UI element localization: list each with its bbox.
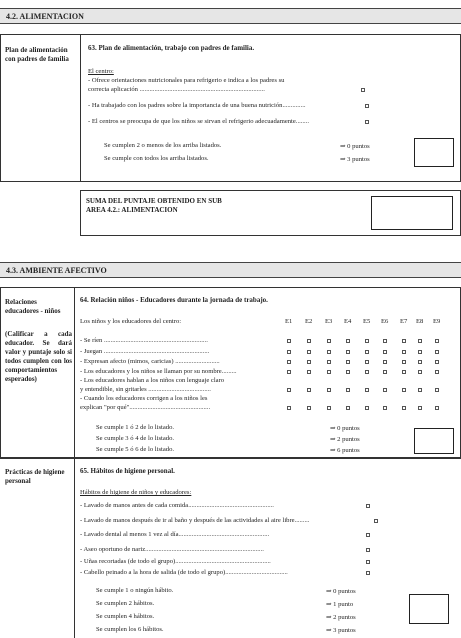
item-65: - Aseo oportuno de nariz........................................................................ [80, 546, 264, 553]
evaluator-checkbox[interactable] [287, 370, 291, 374]
score-text: Se cumple 5 ó 6 de lo listado. [96, 446, 175, 453]
evaluator-checkbox[interactable] [327, 370, 331, 374]
evaluator-checkbox[interactable] [365, 406, 369, 410]
checkbox[interactable] [366, 504, 370, 508]
evaluator-checkbox[interactable] [307, 339, 311, 343]
evaluator-checkbox[interactable] [383, 339, 387, 343]
score-text: Se cumplen 2 o menos de los arriba listados. [104, 142, 222, 149]
item-63-1b: correcta aplicación ............................................................................ [88, 86, 265, 93]
checkbox[interactable] [365, 104, 369, 108]
item-64: - Se ríen ............................................................... [80, 337, 208, 344]
evaluator-header: E7 [400, 318, 408, 325]
score-points: ⇒ 3 puntos [340, 156, 370, 163]
evaluator-checkbox[interactable] [346, 339, 350, 343]
evaluator-checkbox[interactable] [307, 370, 311, 374]
evaluator-header: E2 [305, 318, 313, 325]
evaluator-checkbox[interactable] [435, 360, 439, 364]
evaluator-checkbox[interactable] [402, 360, 406, 364]
evaluator-checkbox[interactable] [365, 350, 369, 354]
question-63: 63. Plan de alimentación, trabajo con padres de familia. [88, 44, 255, 52]
section-header-4-3: 4.3. AMBIENTE AFECTIVO [0, 262, 461, 278]
question-65: 65. Hábitos de higiene personal. [80, 467, 175, 475]
score-text: Se cumplen 4 hábitos. [96, 613, 155, 620]
score-text: Se cumplen 2 hábitos. [96, 600, 155, 607]
evaluator-checkbox[interactable] [435, 388, 439, 392]
evaluator-checkbox[interactable] [327, 388, 331, 392]
evaluator-checkbox[interactable] [327, 339, 331, 343]
evaluator-checkbox[interactable] [346, 360, 350, 364]
evaluator-checkbox[interactable] [287, 360, 291, 364]
evaluator-checkbox[interactable] [327, 360, 331, 364]
item-65: - Cabello peinado a la hora de salida (de todo el grupo)...................................... [80, 569, 288, 576]
score-points: ⇒ 0 puntos [340, 143, 370, 150]
evaluator-checkbox[interactable] [418, 370, 422, 374]
checkbox[interactable] [366, 571, 370, 575]
checkbox[interactable] [366, 533, 370, 537]
evaluator-checkbox[interactable] [346, 388, 350, 392]
evaluator-checkbox[interactable] [435, 370, 439, 374]
item-64: - Expresan afecto (mimos, caricias) ........................... [80, 358, 220, 365]
item-65: - Lavado de manos antes de cada comida.................................................... [80, 502, 274, 509]
evaluator-checkbox[interactable] [287, 350, 291, 354]
score-box-63[interactable] [414, 138, 454, 167]
item-64: explican "por qué"................................................. [80, 404, 211, 411]
checkbox[interactable] [361, 88, 365, 92]
evaluator-checkbox[interactable] [418, 406, 422, 410]
intro-64: Los niños y los educadores del centro: [80, 318, 182, 325]
evaluator-checkbox[interactable] [435, 350, 439, 354]
evaluator-checkbox[interactable] [435, 406, 439, 410]
evaluator-header: E9 [433, 318, 441, 325]
evaluator-checkbox[interactable] [346, 350, 350, 354]
sum-score-box-4-2[interactable] [371, 196, 453, 230]
score-text: Se cumplen los 6 hábitos. [96, 626, 164, 633]
evaluator-checkbox[interactable] [307, 360, 311, 364]
evaluator-header: E3 [325, 318, 333, 325]
checkbox[interactable] [366, 560, 370, 564]
item-65: - Lavado de manos después de ir al baño y después de las actividades al aire libre......... [80, 517, 310, 524]
left-label-relaciones: Relaciones educadores - niños [5, 298, 61, 315]
item-63-1a: - Ofrece orientaciones nutricionales para refrigerio e indica a los padres su [88, 77, 285, 84]
evaluator-checkbox[interactable] [287, 388, 291, 392]
evaluator-checkbox[interactable] [365, 388, 369, 392]
evaluator-checkbox[interactable] [365, 360, 369, 364]
evaluator-header: E6 [381, 318, 389, 325]
evaluator-checkbox[interactable] [383, 406, 387, 410]
evaluator-checkbox[interactable] [418, 339, 422, 343]
intro-65: Hábitos de higiene de niños y educadores: [80, 489, 192, 496]
score-points: ⇒ 0 puntos [326, 588, 356, 595]
evaluator-checkbox[interactable] [418, 388, 422, 392]
item-63-2: - Ha trabajado con los padres sobre la importancia de una buena nutrición.............. [88, 102, 306, 109]
item-64: - Los educadores y los niños se llaman por su nombre......... [80, 368, 237, 375]
left-label-higiene: Prácticas de higiene personal [5, 468, 65, 485]
checkbox[interactable] [374, 519, 378, 523]
item-64: y entendible, sin gritarles ...................................... [80, 386, 211, 393]
score-text: Se cumple 1 o ningún hábito. [96, 587, 174, 594]
evaluator-checkbox[interactable] [402, 339, 406, 343]
evaluator-checkbox[interactable] [418, 360, 422, 364]
evaluator-checkbox[interactable] [307, 350, 311, 354]
evaluator-checkbox[interactable] [402, 388, 406, 392]
evaluator-header: E5 [363, 318, 371, 325]
evaluator-checkbox[interactable] [402, 350, 406, 354]
intro-centro: El centro: [88, 68, 114, 75]
evaluator-checkbox[interactable] [346, 370, 350, 374]
score-box-64[interactable] [414, 428, 454, 454]
score-text: Se cumple 1 ó 2 de lo listado. [96, 424, 175, 431]
item-64: - Juegan ................................................................ [80, 348, 210, 355]
evaluator-checkbox[interactable] [307, 406, 311, 410]
evaluator-checkbox[interactable] [307, 388, 311, 392]
evaluator-checkbox[interactable] [327, 350, 331, 354]
evaluator-checkbox[interactable] [365, 370, 369, 374]
item-63-3: - El centros se preocupa de que los niños se sirvan el refrigerio adecuadamente........ [88, 118, 309, 125]
evaluator-checkbox[interactable] [402, 370, 406, 374]
score-points: ⇒ 6 puntos [330, 447, 360, 454]
checkbox[interactable] [366, 548, 370, 552]
score-points: ⇒ 2 puntos [326, 614, 356, 621]
score-box-65[interactable] [409, 594, 449, 624]
evaluator-checkbox[interactable] [287, 339, 291, 343]
score-text: Se cumple con todos los arriba listados. [104, 155, 209, 162]
item-64: - Cuando los educadores corrigen a los niños les [80, 395, 208, 402]
left-note-calificar: (Calificar a cada educador. Se dará valor y puntaje solo si todos cumplen con los comportamientos esperados) [5, 330, 72, 383]
checkbox[interactable] [365, 120, 369, 124]
evaluator-checkbox[interactable] [383, 350, 387, 354]
evaluator-checkbox[interactable] [435, 339, 439, 343]
evaluator-header: E4 [344, 318, 352, 325]
item-65: - Uñas recortadas (de todo el grupo).......................................................... [80, 558, 271, 565]
evaluator-checkbox[interactable] [383, 360, 387, 364]
evaluator-checkbox[interactable] [383, 370, 387, 374]
evaluator-header: E8 [416, 318, 424, 325]
evaluator-checkbox[interactable] [346, 406, 350, 410]
score-points: ⇒ 0 puntos [330, 425, 360, 432]
evaluator-checkbox[interactable] [287, 406, 291, 410]
evaluator-checkbox[interactable] [365, 339, 369, 343]
evaluator-header: E1 [285, 318, 293, 325]
item-64: - Los educadores hablan a los niños con lenguaje claro [80, 377, 225, 384]
section-header-4-2: 4.2. ALIMENTACION [0, 8, 461, 24]
evaluator-checkbox[interactable] [418, 350, 422, 354]
evaluator-checkbox[interactable] [402, 406, 406, 410]
score-points: ⇒ 1 punto [326, 601, 354, 608]
item-65: - Lavado dental al menos 1 vez al día....................................................... [80, 531, 270, 538]
evaluator-checkbox[interactable] [327, 406, 331, 410]
score-points: ⇒ 2 puntos [330, 436, 360, 443]
score-text: Se cumple 3 ó 4 de lo listado. [96, 435, 175, 442]
left-label-plan: Plan de alimentación con padres de familia [5, 46, 69, 63]
score-points: ⇒ 3 puntos [326, 627, 356, 634]
sum-label-4-2: SUMA DEL PUNTAJE OBTENIDO EN SUB AREA 4.2.: ALIMENTACION [86, 197, 222, 214]
question-64: 64. Relación niños - Educadores durante la jornada de trabajo. [80, 296, 268, 304]
evaluator-checkbox[interactable] [383, 388, 387, 392]
